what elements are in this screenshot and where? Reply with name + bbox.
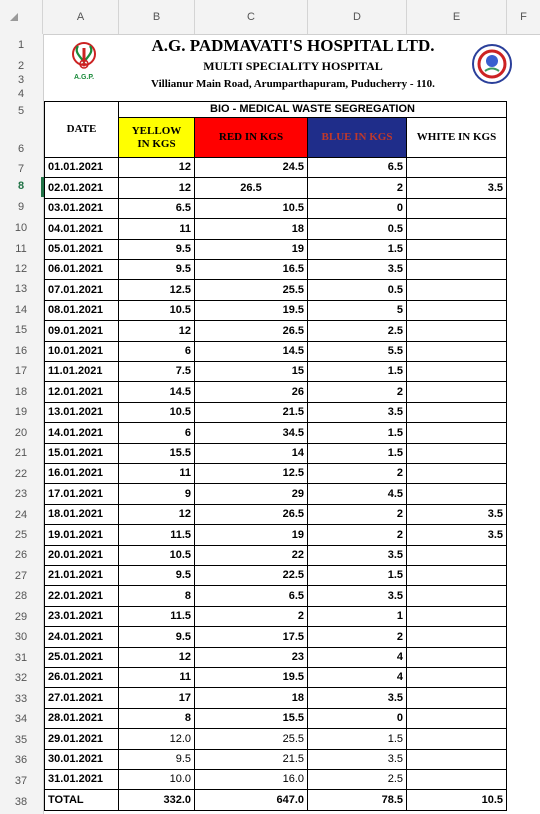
row-header-30[interactable]: 30 — [14, 631, 28, 643]
red-kgs-cell[interactable]: 19.5 — [195, 301, 308, 321]
red-kgs-cell[interactable]: 17.5 — [195, 627, 308, 648]
column-header-e[interactable]: E — [407, 0, 507, 34]
blue-kgs-cell[interactable]: 1.5 — [308, 729, 407, 750]
row-header-38[interactable]: 38 — [14, 796, 28, 808]
white-kgs-cell[interactable] — [407, 240, 507, 260]
yellow-kgs-cell[interactable]: 9 — [119, 484, 195, 505]
row-header-4[interactable]: 4 — [17, 88, 25, 100]
row-header-14[interactable]: 14 — [14, 304, 28, 316]
blue-kgs-cell[interactable]: 3.5 — [308, 586, 407, 607]
red-kgs-cell[interactable]: 22 — [195, 546, 308, 566]
blue-kgs-cell[interactable]: 1.5 — [308, 444, 407, 464]
yellow-kgs-cell[interactable]: 11 — [119, 464, 195, 484]
blue-kgs-cell[interactable]: 4 — [308, 668, 407, 688]
date-cell[interactable]: 26.01.2021 — [44, 668, 119, 688]
row-header-22[interactable]: 22 — [14, 468, 28, 480]
yellow-kgs-cell[interactable]: 11.5 — [119, 607, 195, 627]
yellow-kgs-cell[interactable]: 8 — [119, 586, 195, 607]
date-cell[interactable]: 19.01.2021 — [44, 525, 119, 546]
red-kgs-cell[interactable]: 29 — [195, 484, 308, 505]
red-kgs-cell[interactable]: 21.5 — [195, 403, 308, 423]
yellow-kgs-cell[interactable]: 10.0 — [119, 770, 195, 790]
total-yellow-cell[interactable]: 332.0 — [119, 790, 195, 811]
date-cell[interactable]: 15.01.2021 — [44, 444, 119, 464]
yellow-kgs-cell[interactable]: 15.5 — [119, 444, 195, 464]
white-kgs-cell[interactable] — [407, 627, 507, 648]
yellow-kgs-cell[interactable]: 12 — [119, 321, 195, 342]
date-cell[interactable]: 12.01.2021 — [44, 382, 119, 403]
date-cell[interactable]: 21.01.2021 — [44, 566, 119, 586]
red-kgs-cell[interactable]: 26 — [195, 382, 308, 403]
white-kgs-cell[interactable] — [407, 607, 507, 627]
select-all-corner[interactable] — [0, 0, 43, 34]
accreditation-seal-icon — [472, 44, 512, 84]
blue-kgs-cell[interactable]: 1.5 — [308, 566, 407, 586]
column-header-a[interactable]: A — [43, 0, 119, 34]
white-kgs-cell[interactable] — [407, 770, 507, 790]
row-header-24[interactable]: 24 — [14, 509, 28, 521]
red-kgs-cell[interactable]: 15.5 — [195, 709, 308, 729]
blue-kgs-cell[interactable]: 2.5 — [308, 321, 407, 342]
row-header-27[interactable]: 27 — [14, 570, 28, 582]
yellow-column-header[interactable]: YELLOW IN KGS — [119, 118, 195, 158]
date-cell[interactable]: 09.01.2021 — [44, 321, 119, 342]
blue-kgs-cell[interactable]: 5.5 — [308, 342, 407, 362]
row-header-3[interactable]: 3 — [17, 74, 25, 86]
red-kgs-cell[interactable]: 21.5 — [195, 750, 308, 770]
yellow-kgs-cell[interactable]: 6.5 — [119, 199, 195, 219]
blue-kgs-cell[interactable]: 2 — [308, 178, 407, 199]
white-kgs-cell[interactable] — [407, 444, 507, 464]
date-cell[interactable]: 01.01.2021 — [44, 158, 119, 178]
total-white-cell[interactable]: 10.5 — [407, 790, 507, 811]
hospital-subtitle: MULTI SPECIALITY HOSPITAL — [203, 59, 383, 73]
select-all-icon — [10, 13, 18, 21]
yellow-kgs-cell[interactable]: 10.5 — [119, 546, 195, 566]
white-kgs-cell[interactable] — [407, 158, 507, 178]
row-header-16[interactable]: 16 — [14, 345, 28, 357]
date-cell[interactable]: 03.01.2021 — [44, 199, 119, 219]
blue-kgs-cell[interactable]: 2 — [308, 525, 407, 546]
white-kgs-cell[interactable] — [407, 382, 507, 403]
red-kgs-cell[interactable]: 25.5 — [195, 729, 308, 750]
date-cell[interactable]: 30.01.2021 — [44, 750, 119, 770]
date-cell[interactable]: 23.01.2021 — [44, 607, 119, 627]
blue-kgs-cell[interactable]: 1.5 — [308, 240, 407, 260]
date-cell[interactable]: 29.01.2021 — [44, 729, 119, 750]
date-cell[interactable]: 22.01.2021 — [44, 586, 119, 607]
svg-text:A.G.P.: A.G.P. — [73, 74, 95, 81]
white-kgs-cell[interactable]: 3.5 — [407, 505, 507, 525]
date-cell[interactable]: 06.01.2021 — [44, 260, 119, 280]
yellow-kgs-cell[interactable]: 9.5 — [119, 627, 195, 648]
white-kgs-cell[interactable] — [407, 362, 507, 382]
blue-kgs-cell[interactable]: 0.5 — [308, 280, 407, 301]
date-cell[interactable]: 04.01.2021 — [44, 219, 119, 240]
blue-kgs-cell[interactable]: 0 — [308, 199, 407, 219]
total-date-cell[interactable]: TOTAL — [44, 790, 119, 811]
red-kgs-cell[interactable]: 26.5 — [195, 178, 308, 199]
date-column-header[interactable]: DATE — [44, 101, 119, 158]
date-cell[interactable]: 02.01.2021 — [44, 178, 119, 199]
white-kgs-cell[interactable] — [407, 484, 507, 505]
row-header-33[interactable]: 33 — [14, 693, 28, 705]
date-cell[interactable]: 05.01.2021 — [44, 240, 119, 260]
yellow-kgs-cell[interactable]: 9.5 — [119, 566, 195, 586]
yellow-kgs-cell[interactable]: 9.5 — [119, 240, 195, 260]
red-kgs-cell[interactable]: 19 — [195, 240, 308, 260]
date-cell[interactable]: 10.01.2021 — [44, 342, 119, 362]
row-header-34[interactable]: 34 — [14, 713, 28, 725]
row-header-15[interactable]: 15 — [14, 324, 28, 336]
hospital-name: A.G. PADMAVATI'S HOSPITAL LTD. — [151, 36, 435, 55]
red-kgs-cell[interactable]: 18 — [195, 219, 308, 240]
white-kgs-cell[interactable]: 3.5 — [407, 178, 507, 199]
date-cell[interactable]: 17.01.2021 — [44, 484, 119, 505]
hospital-address: Villianur Main Road, Arumparthapuram, Puducherry - 110. — [151, 78, 435, 90]
row-header-19[interactable]: 19 — [14, 406, 28, 418]
date-cell[interactable]: 14.01.2021 — [44, 423, 119, 444]
red-kgs-cell[interactable]: 10.5 — [195, 199, 308, 219]
blue-kgs-cell[interactable]: 3.5 — [308, 403, 407, 423]
date-cell[interactable]: 13.01.2021 — [44, 403, 119, 423]
row-header-21[interactable]: 21 — [14, 447, 28, 459]
date-cell[interactable]: 24.01.2021 — [44, 627, 119, 648]
yellow-kgs-cell[interactable]: 14.5 — [119, 382, 195, 403]
white-kgs-cell[interactable] — [407, 280, 507, 301]
blue-kgs-cell[interactable]: 0.5 — [308, 219, 407, 240]
red-kgs-cell[interactable]: 26.5 — [195, 321, 308, 342]
blue-kgs-cell[interactable]: 4.5 — [308, 484, 407, 505]
date-cell[interactable]: 08.01.2021 — [44, 301, 119, 321]
row-header-9[interactable]: 9 — [17, 201, 25, 213]
red-kgs-cell[interactable]: 6.5 — [195, 586, 308, 607]
yellow-kgs-cell[interactable]: 12 — [119, 505, 195, 525]
row-header-36[interactable]: 36 — [14, 754, 28, 766]
date-cell[interactable]: 18.01.2021 — [44, 505, 119, 525]
row-header-12[interactable]: 12 — [14, 263, 28, 275]
red-kgs-cell[interactable]: 19 — [195, 525, 308, 546]
yellow-kgs-cell[interactable]: 10.5 — [119, 301, 195, 321]
row-header-1[interactable]: 1 — [17, 39, 25, 51]
blue-kgs-cell[interactable]: 4 — [308, 648, 407, 668]
blue-kgs-cell[interactable]: 2.5 — [308, 770, 407, 790]
white-kgs-cell[interactable] — [407, 750, 507, 770]
red-kgs-cell[interactable]: 22.5 — [195, 566, 308, 586]
blue-kgs-cell[interactable]: 3.5 — [308, 750, 407, 770]
white-kgs-cell[interactable] — [407, 301, 507, 321]
yellow-kgs-cell[interactable]: 9.5 — [119, 750, 195, 770]
blue-kgs-cell[interactable]: 1 — [308, 607, 407, 627]
red-kgs-cell[interactable]: 18 — [195, 688, 308, 709]
row-header-37[interactable]: 37 — [14, 775, 28, 787]
row-header-20[interactable]: 20 — [14, 427, 28, 439]
red-kgs-cell[interactable]: 15 — [195, 362, 308, 382]
row-header-8[interactable]: 8 — [17, 180, 25, 192]
white-kgs-cell[interactable] — [407, 709, 507, 729]
white-kgs-cell[interactable] — [407, 423, 507, 444]
row-header-13[interactable]: 13 — [14, 283, 28, 295]
row-header-bar — [0, 34, 44, 814]
total-red-cell[interactable]: 647.0 — [195, 790, 308, 811]
yellow-kgs-cell[interactable]: 12.0 — [119, 729, 195, 750]
yellow-kgs-cell[interactable]: 10.5 — [119, 403, 195, 423]
total-blue-cell[interactable]: 78.5 — [308, 790, 407, 811]
blue-kgs-cell[interactable]: 1.5 — [308, 362, 407, 382]
white-kgs-cell[interactable] — [407, 668, 507, 688]
blue-kgs-cell[interactable]: 3.5 — [308, 546, 407, 566]
yellow-kgs-cell[interactable]: 7.5 — [119, 362, 195, 382]
red-kgs-cell[interactable]: 14 — [195, 444, 308, 464]
red-column-header[interactable]: RED IN KGS — [195, 118, 308, 158]
blue-kgs-cell[interactable]: 6.5 — [308, 158, 407, 178]
white-column-header[interactable]: WHITE IN KGS — [407, 118, 507, 158]
red-kgs-cell[interactable]: 2 — [195, 607, 308, 627]
white-kgs-cell[interactable] — [407, 729, 507, 750]
column-header-d[interactable]: D — [308, 0, 407, 34]
row-header-5[interactable]: 5 — [17, 105, 25, 117]
red-kgs-cell[interactable]: 24.5 — [195, 158, 308, 178]
blue-kgs-cell[interactable]: 2 — [308, 505, 407, 525]
blue-kgs-cell[interactable]: 5 — [308, 301, 407, 321]
row-header-25[interactable]: 25 — [14, 529, 28, 541]
yellow-kgs-cell[interactable]: 12 — [119, 648, 195, 668]
yellow-kgs-cell[interactable]: 6 — [119, 423, 195, 444]
yellow-kgs-cell[interactable]: 9.5 — [119, 260, 195, 280]
section-title: BIO - MEDICAL WASTE SEGREGATION — [119, 101, 507, 118]
red-kgs-cell[interactable]: 26.5 — [195, 505, 308, 525]
red-kgs-cell[interactable]: 23 — [195, 648, 308, 668]
white-kgs-cell[interactable] — [407, 199, 507, 219]
yellow-kgs-cell[interactable]: 8 — [119, 709, 195, 729]
blue-kgs-cell[interactable]: 1.5 — [308, 423, 407, 444]
row-header-17[interactable]: 17 — [14, 365, 28, 377]
column-header-f[interactable]: F — [520, 11, 527, 23]
white-kgs-cell[interactable] — [407, 260, 507, 280]
date-cell[interactable]: 16.01.2021 — [44, 464, 119, 484]
yellow-kgs-cell[interactable]: 11.5 — [119, 525, 195, 546]
white-kgs-cell[interactable] — [407, 546, 507, 566]
date-cell[interactable]: 27.01.2021 — [44, 688, 119, 709]
row-header-28[interactable]: 28 — [14, 590, 28, 602]
yellow-kgs-cell[interactable]: 11 — [119, 219, 195, 240]
blue-kgs-cell[interactable]: 2 — [308, 382, 407, 403]
red-kgs-cell[interactable]: 16.0 — [195, 770, 308, 790]
row-header-2[interactable]: 2 — [17, 60, 25, 72]
row-header-23[interactable]: 23 — [14, 488, 28, 500]
red-kgs-cell[interactable]: 16.5 — [195, 260, 308, 280]
yellow-kgs-cell[interactable]: 6 — [119, 342, 195, 362]
row-header-29[interactable]: 29 — [14, 611, 28, 623]
white-kgs-cell[interactable] — [407, 219, 507, 240]
date-cell[interactable]: 31.01.2021 — [44, 770, 119, 790]
yellow-kgs-cell[interactable]: 12 — [119, 178, 195, 199]
row-header-18[interactable]: 18 — [14, 386, 28, 398]
yellow-kgs-cell[interactable]: 12 — [119, 158, 195, 178]
column-header-c[interactable]: C — [195, 0, 308, 34]
red-kgs-cell[interactable]: 19.5 — [195, 668, 308, 688]
date-cell[interactable]: 25.01.2021 — [44, 648, 119, 668]
date-cell[interactable]: 07.01.2021 — [44, 280, 119, 301]
red-kgs-cell[interactable]: 25.5 — [195, 280, 308, 301]
hospital-logo — [62, 40, 106, 82]
blue-kgs-cell[interactable]: 3.5 — [308, 688, 407, 709]
white-kgs-cell[interactable] — [407, 464, 507, 484]
red-kgs-cell[interactable]: 14.5 — [195, 342, 308, 362]
white-kgs-cell[interactable]: 3.5 — [407, 525, 507, 546]
white-kgs-cell[interactable] — [407, 586, 507, 607]
blue-column-header[interactable]: BLUE IN KGS — [308, 118, 407, 158]
white-kgs-cell[interactable] — [407, 321, 507, 342]
white-kgs-cell[interactable] — [407, 342, 507, 362]
red-kgs-cell[interactable]: 12.5 — [195, 464, 308, 484]
column-header-bar — [0, 0, 540, 35]
white-kgs-cell[interactable] — [407, 648, 507, 668]
white-kgs-cell[interactable] — [407, 566, 507, 586]
blue-kgs-cell[interactable]: 3.5 — [308, 260, 407, 280]
blue-kgs-cell[interactable]: 0 — [308, 709, 407, 729]
row-header-11[interactable]: 11 — [15, 243, 27, 255]
column-header-b[interactable]: B — [119, 0, 195, 34]
row-header-7[interactable]: 7 — [17, 163, 25, 175]
row-header-31[interactable]: 31 — [14, 652, 28, 664]
date-cell[interactable]: 20.01.2021 — [44, 546, 119, 566]
white-kgs-cell[interactable] — [407, 688, 507, 709]
row-header-26[interactable]: 26 — [14, 549, 28, 561]
row-header-32[interactable]: 32 — [14, 672, 28, 684]
blue-kgs-cell[interactable]: 2 — [308, 464, 407, 484]
row-header-10[interactable]: 10 — [14, 222, 28, 234]
yellow-kgs-cell[interactable]: 11 — [119, 668, 195, 688]
date-cell[interactable]: 11.01.2021 — [44, 362, 119, 382]
yellow-kgs-cell[interactable]: 12.5 — [119, 280, 195, 301]
date-cell[interactable]: 28.01.2021 — [44, 709, 119, 729]
row-header-6[interactable]: 6 — [17, 143, 25, 155]
blue-kgs-cell[interactable]: 2 — [308, 627, 407, 648]
yellow-kgs-cell[interactable]: 17 — [119, 688, 195, 709]
red-kgs-cell[interactable]: 34.5 — [195, 423, 308, 444]
row-header-35[interactable]: 35 — [14, 734, 28, 746]
white-kgs-cell[interactable] — [407, 403, 507, 423]
